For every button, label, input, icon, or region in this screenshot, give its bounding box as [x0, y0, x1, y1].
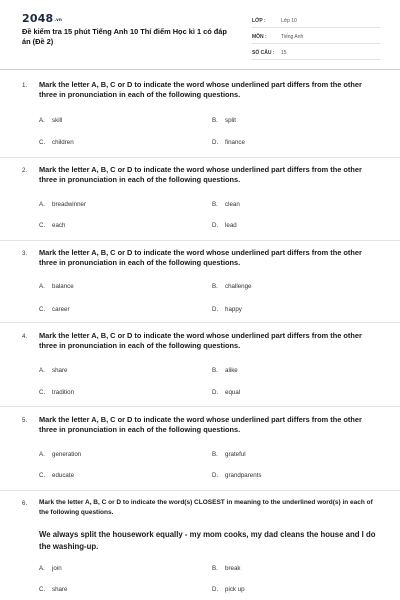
question-separator: [0, 322, 400, 323]
option-word: join: [52, 565, 62, 572]
option-letter: D.: [212, 586, 219, 593]
site-logo[interactable]: [22, 12, 62, 25]
header: [0, 0, 400, 66]
option-letter: B.: [212, 565, 218, 572]
option-word: split: [225, 117, 237, 124]
question-text: Mark the letter A, B, C or D to indicate the word whose underlined part differs from the other three in pronunciation in each of the following questions.: [39, 248, 362, 267]
option-b[interactable]: [212, 565, 240, 572]
logo-text: 2048: [22, 12, 54, 25]
option-word: equal: [225, 389, 241, 396]
option-b[interactable]: [212, 201, 240, 208]
question-separator: [0, 490, 400, 491]
option-word: educate: [52, 472, 75, 479]
option-letter: C.: [39, 306, 46, 313]
option-word: finance: [225, 139, 245, 146]
meta-row-subject: [252, 31, 380, 44]
option-word: share: [52, 586, 68, 593]
option-word: break: [225, 565, 241, 572]
option-d[interactable]: [212, 472, 261, 479]
meta-key: SỐ CÂU :: [252, 50, 275, 56]
option-letter: B.: [212, 367, 218, 374]
meta-value: Lớp 10: [281, 18, 297, 24]
option-letter: C.: [39, 222, 46, 229]
option-a[interactable]: [39, 565, 62, 572]
option-letter: A.: [39, 201, 45, 208]
option-a[interactable]: [39, 283, 74, 290]
meta-value: Tiếng Anh: [281, 34, 304, 40]
option-d[interactable]: [212, 389, 240, 396]
option-word: career: [52, 306, 70, 313]
question-passage: We always split the housework equally - my mom cooks, my dad cleans the house and I do the washing-up.: [39, 530, 376, 551]
option-c[interactable]: [39, 139, 74, 146]
question-text: Mark the letter A, B, C or D to indicate the word whose underlined part differs from the other three in pronunciation in each of the following questions.: [39, 80, 362, 99]
question-number: 1.: [22, 82, 28, 89]
option-word: share: [52, 367, 68, 374]
option-letter: D.: [212, 139, 219, 146]
option-letter: D.: [212, 222, 219, 229]
option-letter: B.: [212, 451, 218, 458]
option-a[interactable]: [39, 451, 81, 458]
meta-row-count: [252, 47, 380, 60]
option-letter: B.: [212, 283, 218, 290]
option-c[interactable]: [39, 222, 65, 229]
option-a[interactable]: [39, 201, 86, 208]
option-d[interactable]: [212, 139, 245, 146]
option-c[interactable]: [39, 472, 74, 479]
option-letter: C.: [39, 472, 46, 479]
option-c[interactable]: [39, 389, 74, 396]
option-word: grandparents: [225, 472, 262, 479]
question-number: 2.: [22, 167, 28, 174]
meta-row-class: [252, 15, 380, 28]
question-number: 5.: [22, 417, 28, 424]
question-separator: [0, 157, 400, 158]
header-divider: [0, 69, 400, 70]
option-b[interactable]: [212, 117, 236, 124]
option-word: balance: [52, 283, 74, 290]
option-word: lead: [225, 222, 237, 229]
page-title: Đề kiểm tra 15 phút Tiếng Anh 10 Thí điểm Học kì 1 có đáp án (Đề 2): [22, 27, 227, 46]
option-a[interactable]: [39, 117, 62, 124]
option-word: breadwinner: [52, 201, 87, 208]
meta-key: LỚP :: [252, 18, 266, 24]
option-c[interactable]: [39, 586, 67, 593]
option-letter: B.: [212, 201, 218, 208]
option-letter: C.: [39, 139, 46, 146]
option-a[interactable]: [39, 367, 67, 374]
question-number: 3.: [22, 250, 28, 257]
logo-suffix: .vn: [54, 16, 62, 22]
option-word: alike: [225, 367, 238, 374]
option-word: challenge: [225, 283, 252, 290]
question-number: 6.: [22, 500, 28, 507]
option-word: each: [52, 222, 66, 229]
option-word: grateful: [225, 451, 246, 458]
option-b[interactable]: [212, 451, 246, 458]
question-separator: [0, 240, 400, 241]
meta-key: MÔN :: [252, 34, 267, 40]
option-letter: B.: [212, 117, 218, 124]
question-number: 4.: [22, 333, 28, 340]
option-d[interactable]: [212, 222, 237, 229]
option-word: skill: [52, 117, 63, 124]
meta-value: 15: [281, 50, 287, 56]
question-text: Mark the letter A, B, C or D to indicate the word whose underlined part differs from the other three in pronunciation in each of the following questions.: [39, 165, 362, 184]
question-text: Mark the letter A, B, C or D to indicate the word(s) CLOSEST in meaning to the underlined word(s) in each of the following questions.: [39, 499, 373, 516]
option-letter: A.: [39, 367, 45, 374]
option-word: clean: [225, 201, 240, 208]
meta-info: [252, 15, 380, 63]
question-text: Mark the letter A, B, C or D to indicate the word whose underlined part differs from the other three in pronunciation in each of the following questions.: [39, 331, 362, 350]
option-d[interactable]: [212, 586, 245, 593]
option-letter: A.: [39, 451, 45, 458]
option-letter: C.: [39, 389, 46, 396]
question-separator: [0, 406, 400, 407]
option-word: tradition: [52, 389, 75, 396]
option-letter: A.: [39, 283, 45, 290]
option-word: pick up: [225, 586, 245, 593]
option-letter: D.: [212, 472, 219, 479]
option-c[interactable]: [39, 306, 70, 313]
option-word: happy: [225, 306, 242, 313]
option-word: generation: [52, 451, 82, 458]
option-letter: A.: [39, 117, 45, 124]
option-letter: D.: [212, 389, 219, 396]
question-text: Mark the letter A, B, C or D to indicate the word whose underlined part differs from the other three in pronunciation in each of the following questions.: [39, 415, 362, 434]
option-letter: A.: [39, 565, 45, 572]
option-letter: D.: [212, 306, 219, 313]
option-letter: C.: [39, 586, 46, 593]
option-b[interactable]: [212, 367, 238, 374]
option-d[interactable]: [212, 306, 242, 313]
option-b[interactable]: [212, 283, 252, 290]
option-word: children: [52, 139, 74, 146]
